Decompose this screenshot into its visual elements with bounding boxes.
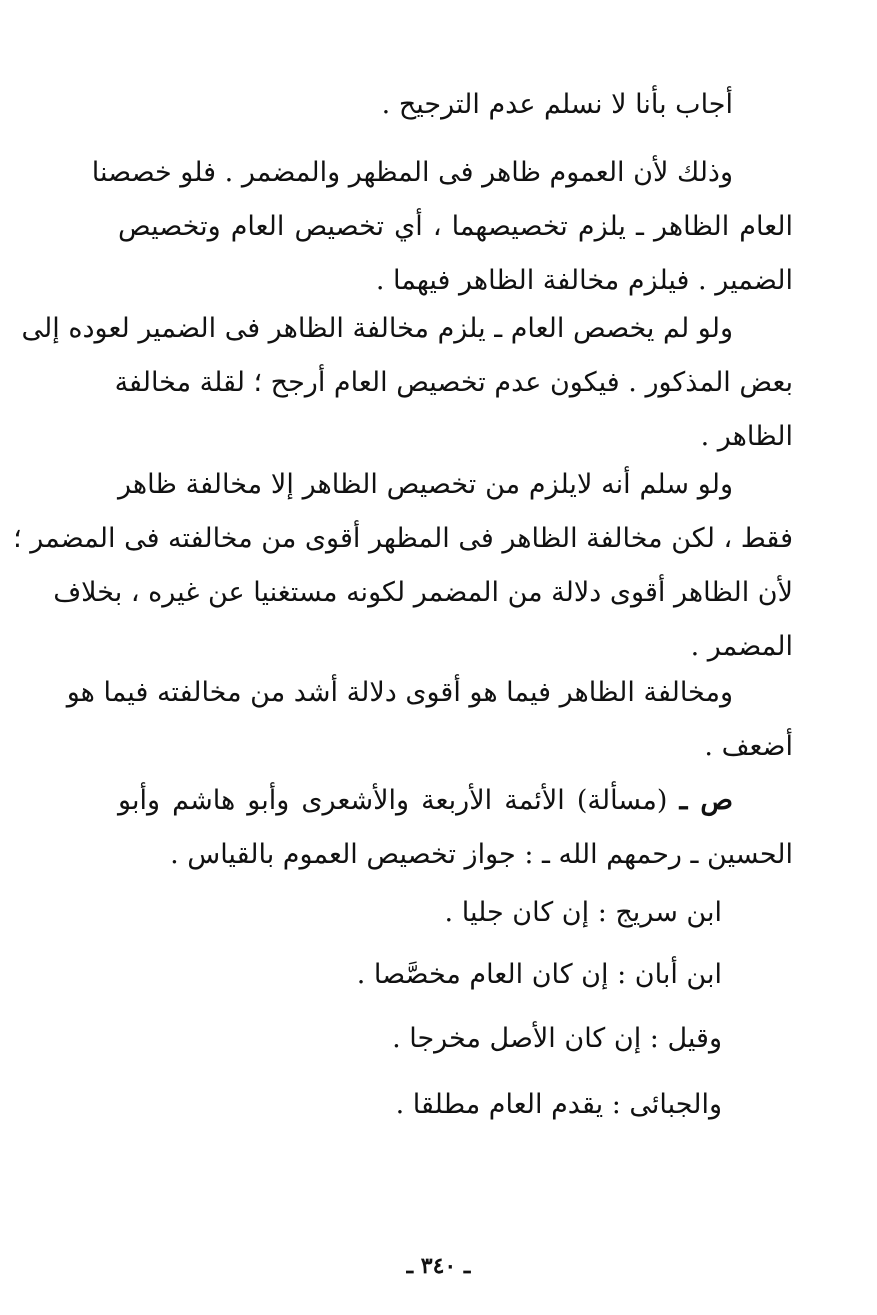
- opinion-jubbai: والجبائى : يقدم العام مطلقا .: [395, 1089, 722, 1120]
- opinion-ibn-surayj: ابن سريج : إن كان جليا .: [444, 897, 722, 928]
- text-line: الضمير . فيلزم مخالفة الظاهر فيهما .: [375, 265, 793, 296]
- opinion-qila: وقيل : إن كان الأصل مخرجا .: [392, 1023, 722, 1054]
- paragraph-masala: [118, 774, 793, 882]
- text-line: ولو سلم أنه لايلزم من تخصيص الظاهر إلا مخالفة ظاهر: [118, 469, 733, 500]
- text-line: وذلك لأن العموم ظاهر فى المظهر والمضمر . فلو خصصنا: [91, 157, 733, 188]
- paragraph-concession: [13, 458, 793, 674]
- text-line: العام الظاهر ـ يلزم تخصيصهما ، أي تخصيص العام وتخصيص: [118, 211, 793, 242]
- opinion-ibn-aban: ابن أبان : إن كان العام مخصَّصا .: [356, 959, 722, 990]
- text-line: ص ـ (مسألة) الأئمة الأربعة والأشعرى وأبو هاشم وأبو: [118, 785, 733, 816]
- text-line: ولو لم يخصص العام ـ يلزم مخالفة الظاهر فى الضمير لعوده إلى: [21, 313, 733, 344]
- text-line: أضعف .: [704, 731, 793, 762]
- paragraph-no-specification: [21, 302, 793, 464]
- paragraph-answer: [118, 78, 793, 132]
- text-line: ومخالفة الظاهر فيما هو أقوى دلالة أشد من مخالفته فيما هو: [66, 677, 733, 708]
- text-line: بعض المذكور . فيكون عدم تخصيص العام أرجح ؛ لقلة مخالفة: [114, 367, 793, 398]
- paragraph-stronger-evidence: [66, 666, 793, 774]
- text-line: المضمر .: [690, 631, 793, 662]
- text-line: أجاب بأنا لا نسلم عدم الترجيح .: [381, 89, 733, 120]
- paragraph-reason: [91, 146, 793, 308]
- text-line: الظاهر .: [700, 421, 793, 452]
- section-marker: ص ـ: [679, 785, 733, 816]
- text-line: فقط ، لكن مخالفة الظاهر فى المظهر أقوى من مخالفته فى المضمر ؛: [13, 523, 793, 554]
- text-line: الحسين ـ رحمهم الله ـ : جواز تخصيص العموم بالقياس .: [170, 839, 793, 870]
- text-line: لأن الظاهر أقوى دلالة من المضمر لكونه مستغنيا عن غيره ، بخلاف: [53, 577, 793, 608]
- page-number: ـ ٣٤٠ ـ: [406, 1253, 471, 1279]
